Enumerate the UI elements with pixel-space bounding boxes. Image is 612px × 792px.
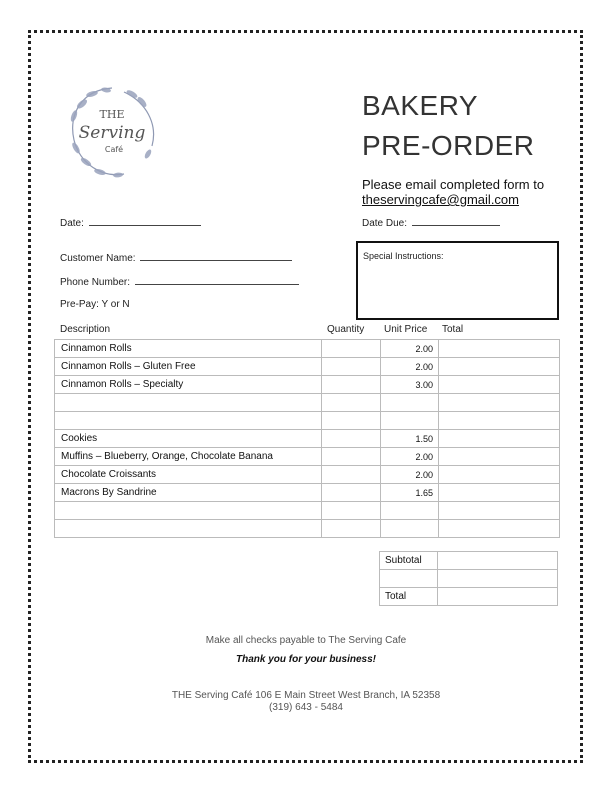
item-description	[55, 502, 322, 520]
date-input-line[interactable]	[89, 216, 201, 226]
item-description	[55, 412, 322, 430]
item-total-cell[interactable]	[439, 520, 560, 538]
title-line-2: PRE-ORDER	[362, 130, 535, 161]
total-value-cell[interactable]	[438, 588, 558, 606]
item-quantity-cell[interactable]	[322, 358, 381, 376]
item-total-cell[interactable]	[439, 430, 560, 448]
customer-name-label: Customer Name:	[60, 253, 136, 264]
items-table-body	[55, 340, 560, 538]
item-total-cell[interactable]	[439, 412, 560, 430]
item-quantity-cell[interactable]	[322, 502, 381, 520]
item-quantity-cell[interactable]	[322, 412, 381, 430]
phone-field[interactable]	[60, 275, 299, 288]
table-row	[55, 412, 560, 430]
item-total-cell[interactable]	[439, 466, 560, 484]
item-quantity-cell[interactable]	[322, 520, 381, 538]
logo-cafe-text: Café	[104, 145, 124, 154]
item-unit-price: 2.00	[381, 340, 439, 358]
subtotal-value-cell[interactable]	[438, 552, 558, 570]
special-instructions-label: Special Instructions:	[363, 251, 444, 261]
item-quantity-cell[interactable]	[322, 376, 381, 394]
item-total-cell[interactable]	[439, 484, 560, 502]
table-row	[55, 520, 560, 538]
item-unit-price: 3.00	[381, 376, 439, 394]
blank-value-cell[interactable]	[438, 570, 558, 588]
logo-serving-text: Serving	[78, 123, 146, 143]
date-due-label: Date Due:	[362, 218, 408, 229]
thank-you-note: Thank you for your business!	[235, 654, 377, 665]
table-row	[55, 484, 560, 502]
item-description: Macrons By Sandrine	[55, 484, 322, 502]
table-row	[55, 502, 560, 520]
email-instruction: Please email completed form to	[362, 177, 545, 192]
item-unit-price: 2.00	[381, 448, 439, 466]
item-description: Cinnamon Rolls – Specialty	[55, 376, 322, 394]
item-total-cell[interactable]	[439, 502, 560, 520]
title-line-1: BAKERY	[362, 90, 479, 121]
prepay-field[interactable]	[60, 299, 130, 310]
item-quantity-cell[interactable]	[322, 394, 381, 412]
date-label: Date:	[60, 218, 84, 229]
item-unit-price	[381, 520, 439, 538]
item-quantity-cell[interactable]	[322, 466, 381, 484]
customer-name-field[interactable]	[60, 251, 292, 264]
checks-payable-note: Make all checks payable to The Serving Cafe	[205, 635, 407, 646]
item-total-cell[interactable]	[439, 394, 560, 412]
table-row	[55, 430, 560, 448]
subtotal-label: Subtotal	[380, 552, 438, 570]
item-quantity-cell[interactable]	[322, 448, 381, 466]
item-description: Cinnamon Rolls – Gluten Free	[55, 358, 322, 376]
special-instructions-box[interactable]	[356, 241, 559, 320]
item-quantity-cell[interactable]	[322, 340, 381, 358]
table-row	[55, 394, 560, 412]
footer-phone: (319) 643 - 5484	[269, 702, 343, 713]
logo-the-text: THE	[99, 108, 125, 121]
item-unit-price: 2.00	[381, 358, 439, 376]
table-row	[55, 466, 560, 484]
item-description	[55, 520, 322, 538]
items-table	[54, 339, 560, 538]
customer-name-input-line[interactable]	[140, 251, 292, 261]
email-note	[362, 177, 544, 207]
date-field[interactable]	[60, 216, 201, 229]
prepay-label: Pre-Pay: Y or N	[60, 299, 130, 310]
item-description	[55, 394, 322, 412]
item-total-cell[interactable]	[439, 340, 560, 358]
footer-address: THE Serving Café 106 E Main Street West Branch, IA 52358	[171, 690, 441, 701]
total-label: Total	[380, 588, 438, 606]
item-unit-price	[381, 412, 439, 430]
header-unit-price: Unit Price	[384, 324, 428, 335]
item-unit-price	[381, 394, 439, 412]
blank-total-row	[380, 570, 558, 588]
phone-input-line[interactable]	[135, 275, 299, 285]
item-quantity-cell[interactable]	[322, 484, 381, 502]
item-total-cell[interactable]	[439, 358, 560, 376]
item-total-cell[interactable]	[439, 376, 560, 394]
phone-label: Phone Number:	[60, 277, 131, 288]
email-link[interactable]: theservingcafe@gmail.com	[362, 192, 519, 207]
item-unit-price: 1.65	[381, 484, 439, 502]
table-row	[55, 376, 560, 394]
date-due-field[interactable]	[362, 216, 500, 229]
total-row	[380, 588, 558, 606]
blank-label-cell	[380, 570, 438, 588]
item-description: Cookies	[55, 430, 322, 448]
table-row	[55, 358, 560, 376]
date-due-input-line[interactable]	[412, 216, 500, 226]
item-unit-price: 1.50	[381, 430, 439, 448]
totals-table	[379, 551, 558, 606]
item-unit-price	[381, 502, 439, 520]
item-description: Cinnamon Rolls	[55, 340, 322, 358]
table-row	[55, 448, 560, 466]
item-description: Chocolate Croissants	[55, 466, 322, 484]
item-unit-price: 2.00	[381, 466, 439, 484]
item-total-cell[interactable]	[439, 448, 560, 466]
header-quantity: Quantity	[327, 324, 365, 335]
serving-cafe-logo	[62, 82, 162, 182]
table-row	[55, 340, 560, 358]
header-total: Total	[442, 324, 464, 335]
page-title	[362, 86, 535, 166]
subtotal-row	[380, 552, 558, 570]
item-quantity-cell[interactable]	[322, 430, 381, 448]
header-description: Description	[60, 324, 111, 335]
item-description: Muffins – Blueberry, Orange, Chocolate Banana	[55, 448, 322, 466]
